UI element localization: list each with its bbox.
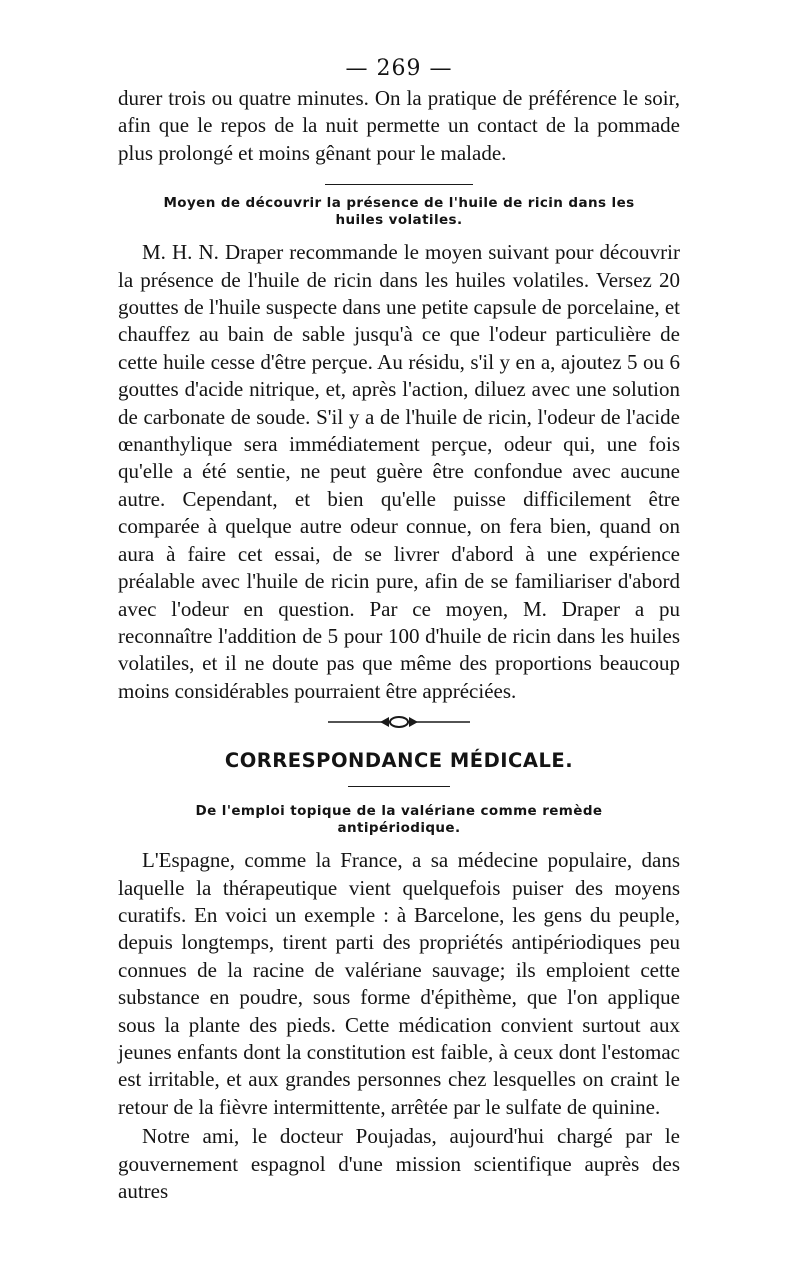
article-body-ricin: M. H. N. Draper recommande le moyen suivant pour découvrir la présence de l'huile de ricin dans les huiles volatiles. Versez 20 gouttes de l'huile suspecte dans une petite capsule de porcelaine, et chauffez au bain de sable jusqu'à ce que l'odeur particulière de cette huile cesse d'être perçue. Au résidu, s'il y en a, ajoutez 5 ou 6 gouttes d'acide nitrique, et, après l'action, diluez avec une solution de carbonate de soude. S'il y a de l'huile de ricin, l'odeur de l'acide œnanthylique sera immédiatement perçue, odeur qui, une fois qu'elle a été sentie, ne peut guère être confondue avec aucune autre. Cependant, et bien qu'elle puisse difficilement être comparée à quelque autre odeur connue, on fera bien, quand on aura à faire cet essai, de se livrer d'abord à une expérience préalable avec l'huile de ricin pure, afin de se familiariser d'abord avec l'odeur en question. Par ce moyen, M. Draper a pu reconnaître l'addition de 5 pour 100 d'huile de ricin dans les huiles volatiles, et il ne doute pas que même des proportions beaucoup moins considérables pourraient être appréciées. [118, 240, 680, 703]
ornament-divider-icon [328, 715, 470, 729]
section-divider-rule [348, 786, 450, 787]
divider-rule [325, 184, 473, 185]
article-body-valeriane-continued: Notre ami, le docteur Poujadas, aujourd'hui chargé par le gouvernement espagnol d'une mission scientifique auprès des autres [118, 1124, 680, 1203]
article-heading-valeriane: De l'emploi topique de la valériane comme remède antipériodique. [195, 803, 603, 837]
intro-paragraph: durer trois ou quatre minutes. On la pratique de préférence le soir, afin que le repos de la nuit permette un contact de la pommade plus prolongé et moins gênant pour le malade. [118, 86, 680, 165]
article-heading-ricin: Moyen de découvrir la présence de l'huile de ricin dans les huiles volatiles. [163, 195, 635, 229]
book-page [118, 56, 680, 1205]
page-number: — 269 — [345, 56, 453, 81]
section-title: CORRESPONDANCE MÉDICALE. [224, 749, 574, 773]
article-body-valeriane: L'Espagne, comme la France, a sa médecine populaire, dans laquelle la thérapeutique vient quelquefois puiser des moyens curatifs. En voici un exemple : à Barcelone, les gens du peuple, depuis longtemps, tirent parti des propriétés antipériodiques peu connues de la racine de valériane sauvage; ils emploient cette substance en poudre, sous forme d'épithème, que l'on applique sous la plante des pieds. Cette médication convient surtout aux jeunes enfants dont la constitution est faible, à ceux dont l'estomac est irritable, et aux grandes personnes chez lesquelles on craint le retour de la fièvre intermittente, arrêtée par le sulfate de quinine. [118, 848, 680, 1119]
